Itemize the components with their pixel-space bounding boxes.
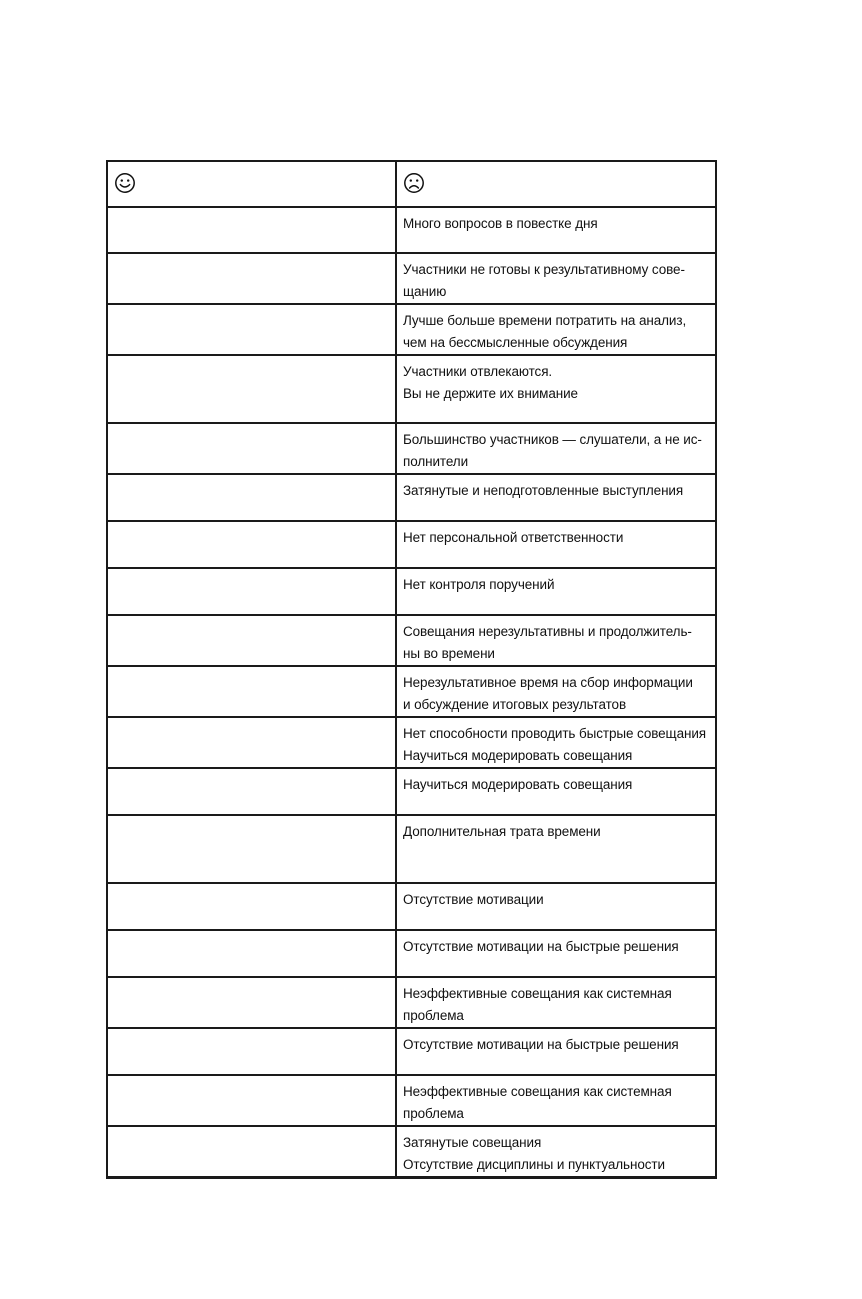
problem-text: Много вопросов в повестке дня xyxy=(403,216,598,231)
positive-cell xyxy=(107,568,396,615)
positive-cell xyxy=(107,1028,396,1075)
negative-cell xyxy=(396,1075,716,1126)
problem-text: Дополнительная трата времени xyxy=(403,824,601,839)
positive-cell xyxy=(107,768,396,815)
problem-text: Нерезультативное время на сбор информации и обсуждение итоговых результатов xyxy=(403,675,693,712)
frowning-face-icon xyxy=(403,172,425,194)
negative-cell xyxy=(396,521,716,568)
positive-cell xyxy=(107,521,396,568)
table-row xyxy=(107,253,716,304)
positive-cell xyxy=(107,355,396,423)
positive-cell xyxy=(107,1075,396,1126)
pros-cons-table xyxy=(106,160,717,1179)
table-row xyxy=(107,1028,716,1075)
positive-cell xyxy=(107,474,396,521)
table-row xyxy=(107,521,716,568)
positive-cell xyxy=(107,815,396,883)
table-row xyxy=(107,1126,716,1178)
table-row xyxy=(107,666,716,717)
problem-text: Участники отвлекаются. Вы не держите их внимание xyxy=(403,364,578,401)
negative-cell xyxy=(396,304,716,355)
table-row xyxy=(107,977,716,1028)
positive-cell xyxy=(107,930,396,977)
positive-cell xyxy=(107,207,396,253)
smiley-face-icon xyxy=(114,172,136,194)
problem-text: Отсутствие мотивации xyxy=(403,892,544,907)
problem-text: Большинство участников — слушатели, а не ис- полнители xyxy=(403,432,702,469)
negative-cell xyxy=(396,930,716,977)
problem-text: Неэффективные совещания как системная проблема xyxy=(403,1084,672,1121)
negative-cell xyxy=(396,615,716,666)
problem-text: Затянутые совещания Отсутствие дисциплины и пунктуальности xyxy=(403,1135,665,1172)
table-row xyxy=(107,768,716,815)
negative-cell xyxy=(396,768,716,815)
table-row xyxy=(107,423,716,474)
negative-cell xyxy=(396,717,716,768)
negative-cell xyxy=(396,423,716,474)
negative-cell xyxy=(396,977,716,1028)
problem-text: Совещания нерезультативны и продолжитель- ны во времени xyxy=(403,624,692,661)
table-row xyxy=(107,355,716,423)
negative-cell xyxy=(396,355,716,423)
table-body xyxy=(107,161,716,1178)
table-row xyxy=(107,207,716,253)
positive-cell xyxy=(107,666,396,717)
table-row xyxy=(107,474,716,521)
negative-cell xyxy=(396,568,716,615)
problem-text: Нет персональной ответственности xyxy=(403,530,624,545)
negative-cell xyxy=(396,474,716,521)
problem-text: Нет способности проводить быстрые совещания Научиться модерировать совещания xyxy=(403,726,706,763)
negative-cell xyxy=(396,253,716,304)
table-row xyxy=(107,930,716,977)
problem-text: Отсутствие мотивации на быстрые решения xyxy=(403,1037,679,1052)
problem-text: Отсутствие мотивации на быстрые решения xyxy=(403,939,679,954)
problem-text: Лучше больше времени потратить на анализ, чем на бессмысленные обсуждения xyxy=(403,313,687,350)
negative-cell xyxy=(396,1126,716,1178)
table-row xyxy=(107,717,716,768)
table-row xyxy=(107,883,716,930)
positive-cell xyxy=(107,883,396,930)
positive-cell xyxy=(107,304,396,355)
table-row xyxy=(107,1075,716,1126)
table-row xyxy=(107,815,716,883)
negative-cell xyxy=(396,883,716,930)
problem-text: Затянутые и неподготовленные выступления xyxy=(403,483,684,498)
problem-text: Неэффективные совещания как системная проблема xyxy=(403,986,672,1023)
problem-text: Нет контроля поручений xyxy=(403,577,555,592)
table-row xyxy=(107,568,716,615)
positive-cell xyxy=(107,717,396,768)
negative-cell xyxy=(396,207,716,253)
positive-cell xyxy=(107,253,396,304)
header-row xyxy=(107,161,716,207)
negative-header-cell xyxy=(396,161,716,207)
table-row xyxy=(107,615,716,666)
positive-cell xyxy=(107,615,396,666)
positive-cell xyxy=(107,977,396,1028)
negative-cell xyxy=(396,815,716,883)
negative-cell xyxy=(396,1028,716,1075)
positive-cell xyxy=(107,1126,396,1178)
table-row xyxy=(107,304,716,355)
problem-text: Участники не готовы к результативному сове- щанию xyxy=(403,262,685,299)
problem-text: Научиться модерировать совещания xyxy=(403,777,633,792)
positive-cell xyxy=(107,423,396,474)
negative-cell xyxy=(396,666,716,717)
positive-header-cell xyxy=(107,161,396,207)
